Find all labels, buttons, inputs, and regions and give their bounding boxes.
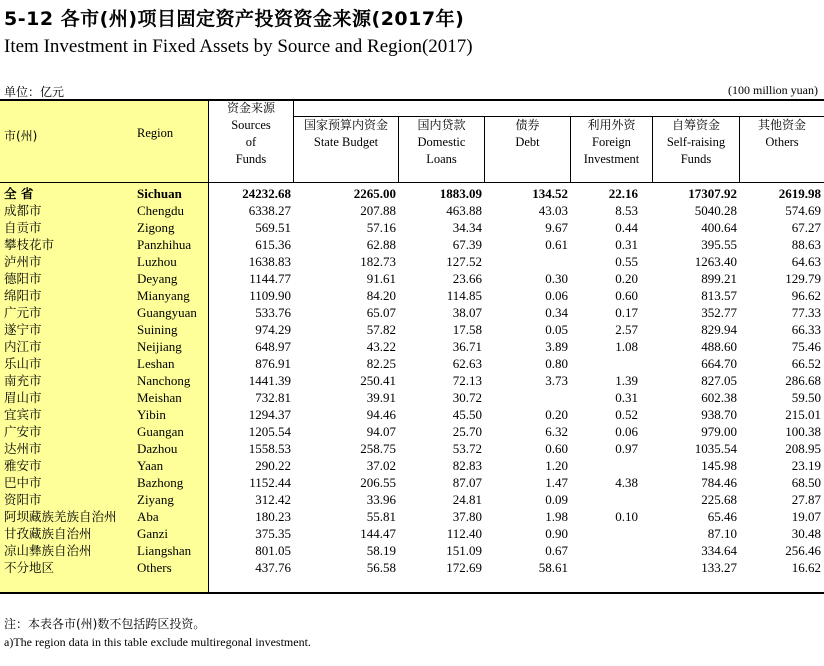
cell-total: 569.51 [255,220,291,235]
cell-debt: 0.80 [545,356,568,371]
cell-self-raising: 5040.28 [694,203,737,218]
cell-domestic-loans: 25.70 [452,424,482,439]
cell-others: 23.19 [791,458,821,473]
region-name-en: Dazhou [137,441,178,456]
region-name-cn: 甘孜藏族自治州 [4,526,92,541]
cell-state-budget: 43.22 [366,339,396,354]
cell-self-raising: 133.27 [701,560,737,575]
cell-others: 208.95 [785,441,821,456]
header-sources-en-3: Funds [235,152,267,166]
cell-self-raising: 827.05 [701,373,737,388]
region-name-cn: 达州市 [4,441,42,456]
cell-self-raising: 225.68 [701,492,737,507]
cell-foreign-investment: 22.16 [608,186,638,201]
cell-state-budget: 58.19 [366,543,396,558]
cell-state-budget: 94.46 [366,407,396,422]
cell-others: 100.38 [785,424,821,439]
table-row [0,406,824,423]
table-row [0,338,824,355]
cell-foreign-investment: 1.39 [615,373,638,388]
region-name-cn: 阿坝藏族羌族自治州 [4,509,117,524]
cell-others: 77.33 [791,305,821,320]
footnote-en: a)The region data in this table exclude multiregonal investment. [4,635,311,649]
header-loans-en-1: Domestic [417,135,466,149]
cell-state-budget: 250.41 [360,373,396,388]
cell-state-budget: 94.07 [366,424,396,439]
cell-self-raising: 1035.54 [694,441,737,456]
region-name-en: Deyang [137,271,178,286]
region-name-en: Guangan [137,424,184,439]
table-row [0,457,824,474]
cell-total: 1109.90 [249,288,291,303]
cell-domestic-loans: 34.34 [452,220,482,235]
region-name-en: Nanchong [137,373,191,388]
cell-total: 24232.68 [242,186,291,201]
cell-state-budget: 57.16 [366,220,396,235]
cell-total: 437.76 [255,560,291,575]
table-row [0,287,824,304]
header-foreign [571,117,652,168]
header-loans-en-2: Loans [426,152,457,166]
cell-domestic-loans: 62.63 [452,356,482,371]
cell-domestic-loans: 36.71 [452,339,482,354]
cell-state-budget: 65.07 [366,305,396,320]
cell-state-budget: 56.58 [366,560,396,575]
table-row [0,185,824,202]
region-name-en: Luzhou [137,254,177,269]
cell-state-budget: 57.82 [366,322,396,337]
cell-domestic-loans: 127.52 [446,254,482,269]
header-budget-cn: 国家预算内资金 [303,118,388,132]
cell-total: 375.35 [255,526,291,541]
cell-debt: 1.20 [545,458,568,473]
region-name-en: Guangyuan [137,305,197,320]
table-row [0,440,824,457]
region-name-cn: 德阳市 [4,271,42,286]
cell-domestic-loans: 1883.09 [439,186,482,201]
page-title-cn: 5-12 各市(州)项目固定资产投资资金来源(2017年) [4,8,465,30]
cell-others: 66.52 [791,356,821,371]
cell-others: 16.62 [791,560,821,575]
cell-others: 27.87 [791,492,821,507]
header-foreign-cn: 利用外资 [587,118,636,132]
header-others-cn: 其他资金 [757,118,806,132]
cell-state-budget: 84.20 [366,288,396,303]
header-others [740,117,824,151]
region-name-en: Yibin [137,407,166,422]
cell-state-budget: 39.91 [366,390,396,405]
cell-state-budget: 206.55 [360,475,396,490]
region-name-en: Zigong [137,220,175,235]
cell-foreign-investment: 0.10 [615,509,638,524]
region-name-cn: 内江市 [4,339,42,354]
header-others-en: Others [765,135,799,149]
header-loans [399,117,484,168]
table-row [0,304,824,321]
cell-others: 64.63 [791,254,821,269]
region-name-cn: 全 省 [4,186,34,201]
cell-foreign-investment: 0.44 [615,220,638,235]
cell-domestic-loans: 151.09 [446,543,482,558]
header-region-cn: 市(州) [4,129,38,143]
region-name-en: Bazhong [137,475,184,490]
region-name-cn: 巴中市 [4,475,42,490]
cell-total: 1441.39 [248,373,291,388]
region-name-en: Liangshan [137,543,192,558]
region-name-cn: 攀枝花市 [4,237,55,252]
cell-foreign-investment: 0.06 [615,424,638,439]
region-name-cn: 泸州市 [4,254,42,269]
cell-total: 312.42 [255,492,291,507]
footnote-cn: 注：本表各市(州)数不包括跨区投资。 [4,617,206,631]
region-name-cn: 宜宾市 [4,407,42,422]
table-row [0,372,824,389]
cell-debt: 0.34 [545,305,568,320]
cell-state-budget: 2265.00 [353,186,396,201]
cell-others: 67.27 [791,220,821,235]
cell-total: 801.05 [255,543,291,558]
cell-domestic-loans: 72.13 [452,373,482,388]
cell-state-budget: 91.61 [366,271,396,286]
cell-total: 648.97 [255,339,291,354]
region-name-cn: 雅安市 [4,458,42,473]
cell-domestic-loans: 112.40 [446,526,482,541]
cell-others: 286.68 [785,373,821,388]
header-self-en-1: Self-raising [666,135,726,149]
cell-state-budget: 182.73 [360,254,396,269]
cell-total: 290.22 [255,458,291,473]
table-top-rule [0,99,824,101]
cell-self-raising: 813.57 [701,288,737,303]
header-foreign-en-1: Foreign [592,135,631,149]
region-name-en: Ganzi [137,526,169,541]
cell-state-budget: 258.75 [360,441,396,456]
cell-self-raising: 145.98 [701,458,737,473]
cell-others: 59.50 [791,390,821,405]
region-name-en: Yaan [137,458,164,473]
table-row [0,423,824,440]
cell-self-raising: 400.64 [701,220,737,235]
cell-state-budget: 82.25 [366,356,396,371]
region-name-en: Aba [137,509,159,524]
header-self [653,117,739,168]
cell-domestic-loans: 87.07 [452,475,482,490]
cell-others: 68.50 [791,475,821,490]
region-name-en: Chengdu [137,203,184,218]
cell-self-raising: 664.70 [701,356,737,371]
cell-domestic-loans: 30.72 [452,390,482,405]
cell-self-raising: 899.21 [701,271,737,286]
header-bottom-rule [0,182,824,183]
region-name-cn: 不分地区 [4,560,55,575]
header-budget-en: State Budget [313,135,379,149]
cell-foreign-investment: 0.31 [615,237,638,252]
cell-others: 88.63 [791,237,821,252]
cell-debt: 9.67 [545,220,568,235]
cell-self-raising: 938.70 [701,407,737,422]
cell-state-budget: 55.81 [366,509,396,524]
table-row [0,219,824,236]
region-name-en: Panzhihua [137,237,192,252]
cell-self-raising: 784.46 [701,475,737,490]
region-name-en: Sichuan [137,186,182,201]
region-name-en: Suining [137,322,178,337]
cell-domestic-loans: 67.39 [452,237,482,252]
header-self-cn: 自筹资金 [671,118,720,132]
table-row [0,559,824,576]
region-name-en: Neijiang [137,339,182,354]
table-row [0,542,824,559]
cell-total: 1205.54 [248,424,291,439]
cell-total: 876.91 [255,356,291,371]
cell-state-budget: 207.88 [360,203,396,218]
cell-domestic-loans: 23.66 [452,271,482,286]
cell-debt: 0.09 [545,492,568,507]
cell-self-raising: 602.38 [701,390,737,405]
cell-state-budget: 144.47 [360,526,396,541]
cell-self-raising: 17307.92 [688,186,737,201]
region-name-cn: 遂宁市 [4,322,42,337]
table-row [0,355,824,372]
cell-total: 1638.83 [248,254,291,269]
header-self-en-2: Funds [680,152,712,166]
table-row [0,474,824,491]
region-name-cn: 凉山彝族自治州 [4,543,92,558]
cell-total: 1152.44 [249,475,291,490]
table-row [0,253,824,270]
cell-debt: 0.20 [545,407,568,422]
cell-total: 732.81 [255,390,291,405]
cell-others: 19.07 [791,509,821,524]
cell-self-raising: 395.55 [701,237,737,252]
cell-self-raising: 334.64 [701,543,737,558]
region-name-cn: 成都市 [4,203,42,218]
region-name-en: Ziyang [137,492,174,507]
region-name-cn: 广元市 [4,305,42,320]
cell-total: 6338.27 [248,203,291,218]
cell-debt: 0.60 [545,441,568,456]
cell-foreign-investment: 0.31 [615,390,638,405]
cell-foreign-investment: 0.20 [615,271,638,286]
cell-state-budget: 33.96 [366,492,396,507]
region-name-cn: 广安市 [4,424,42,439]
cell-total: 615.36 [255,237,291,252]
cell-total: 533.76 [255,305,291,320]
header-sources-en-2: of [245,135,257,149]
cell-self-raising: 488.60 [701,339,737,354]
cell-domestic-loans: 37.80 [452,509,482,524]
region-name-cn: 自贡市 [4,220,42,235]
table-bottom-rule [0,592,824,594]
header-sources-cn: 资金来源 [226,101,275,115]
cell-domestic-loans: 53.72 [452,441,482,456]
cell-others: 75.46 [791,339,821,354]
header-budget [294,117,398,151]
cell-others: 30.48 [791,526,821,541]
cell-foreign-investment: 1.08 [615,339,638,354]
cell-debt: 134.52 [532,186,568,201]
cell-self-raising: 1263.40 [694,254,737,269]
cell-total: 1294.37 [248,407,291,422]
cell-self-raising: 979.00 [701,424,737,439]
region-name-cn: 南充市 [4,373,42,388]
unit-label-cn: 单位：亿元 [4,85,65,99]
table-row [0,508,824,525]
cell-foreign-investment: 4.38 [615,475,638,490]
cell-debt: 3.89 [545,339,568,354]
cell-debt: 0.67 [545,543,568,558]
cell-total: 1558.53 [248,441,291,456]
unit-label-en: (100 million yuan) [728,83,818,97]
cell-others: 2619.98 [778,186,821,201]
region-name-en: Others [137,560,172,575]
cell-debt: 0.90 [545,526,568,541]
cell-state-budget: 62.88 [366,237,396,252]
table-row [0,321,824,338]
cell-others: 256.46 [785,543,821,558]
cell-others: 66.33 [791,322,821,337]
table-row [0,525,824,542]
cell-debt: 0.06 [545,288,568,303]
table-row [0,202,824,219]
region-name-en: Leshan [137,356,175,371]
cell-debt: 1.47 [545,475,568,490]
header-sources-en-1: Sources [231,118,271,132]
cell-foreign-investment: 0.97 [615,441,638,456]
table-row [0,491,824,508]
region-name-en: Meishan [137,390,182,405]
cell-total: 180.23 [255,509,291,524]
header-debt-cn: 债券 [515,118,540,132]
cell-self-raising: 87.10 [707,526,737,541]
cell-debt: 0.61 [545,237,568,252]
cell-state-budget: 37.02 [366,458,396,473]
cell-domestic-loans: 172.69 [446,560,482,575]
cell-total: 1144.77 [249,271,291,286]
cell-others: 574.69 [785,203,821,218]
table-row [0,270,824,287]
header-debt [485,117,570,151]
header-loans-cn: 国内贷款 [417,118,466,132]
cell-domestic-loans: 38.07 [452,305,482,320]
page-title-en: Item Investment in Fixed Assets by Source and Region(2017) [4,36,473,57]
header-sources [209,100,293,168]
cell-debt: 58.61 [538,560,568,575]
cell-debt: 0.05 [545,322,568,337]
region-name-cn: 绵阳市 [4,288,42,303]
cell-self-raising: 352.77 [701,305,737,320]
cell-self-raising: 829.94 [701,322,737,337]
table-row [0,236,824,253]
cell-domestic-loans: 17.58 [452,322,482,337]
cell-foreign-investment: 0.52 [615,407,638,422]
table-row [0,389,824,406]
header-region-en: Region [137,126,174,140]
cell-debt: 6.32 [545,424,568,439]
cell-others: 129.79 [785,271,821,286]
region-name-en: Mianyang [137,288,190,303]
cell-foreign-investment: 8.53 [615,203,638,218]
cell-debt: 1.98 [545,509,568,524]
region-name-cn: 眉山市 [4,390,42,405]
region-name-cn: 资阳市 [4,492,42,507]
header-foreign-en-2: Investment [583,152,640,166]
cell-foreign-investment: 0.17 [615,305,638,320]
cell-foreign-investment: 0.60 [615,288,638,303]
cell-domestic-loans: 82.83 [452,458,482,473]
cell-others: 215.01 [785,407,821,422]
cell-domestic-loans: 463.88 [446,203,482,218]
header-debt-en: Debt [515,135,540,149]
cell-foreign-investment: 0.55 [615,254,638,269]
region-name-cn: 乐山市 [4,356,42,371]
cell-self-raising: 65.46 [707,509,737,524]
cell-total: 974.29 [255,322,291,337]
cell-others: 96.62 [791,288,821,303]
cell-debt: 0.30 [545,271,568,286]
cell-domestic-loans: 24.81 [452,492,482,507]
cell-foreign-investment: 2.57 [615,322,638,337]
cell-debt: 3.73 [545,373,568,388]
cell-domestic-loans: 45.50 [452,407,482,422]
cell-domestic-loans: 114.85 [446,288,482,303]
cell-debt: 43.03 [538,203,568,218]
